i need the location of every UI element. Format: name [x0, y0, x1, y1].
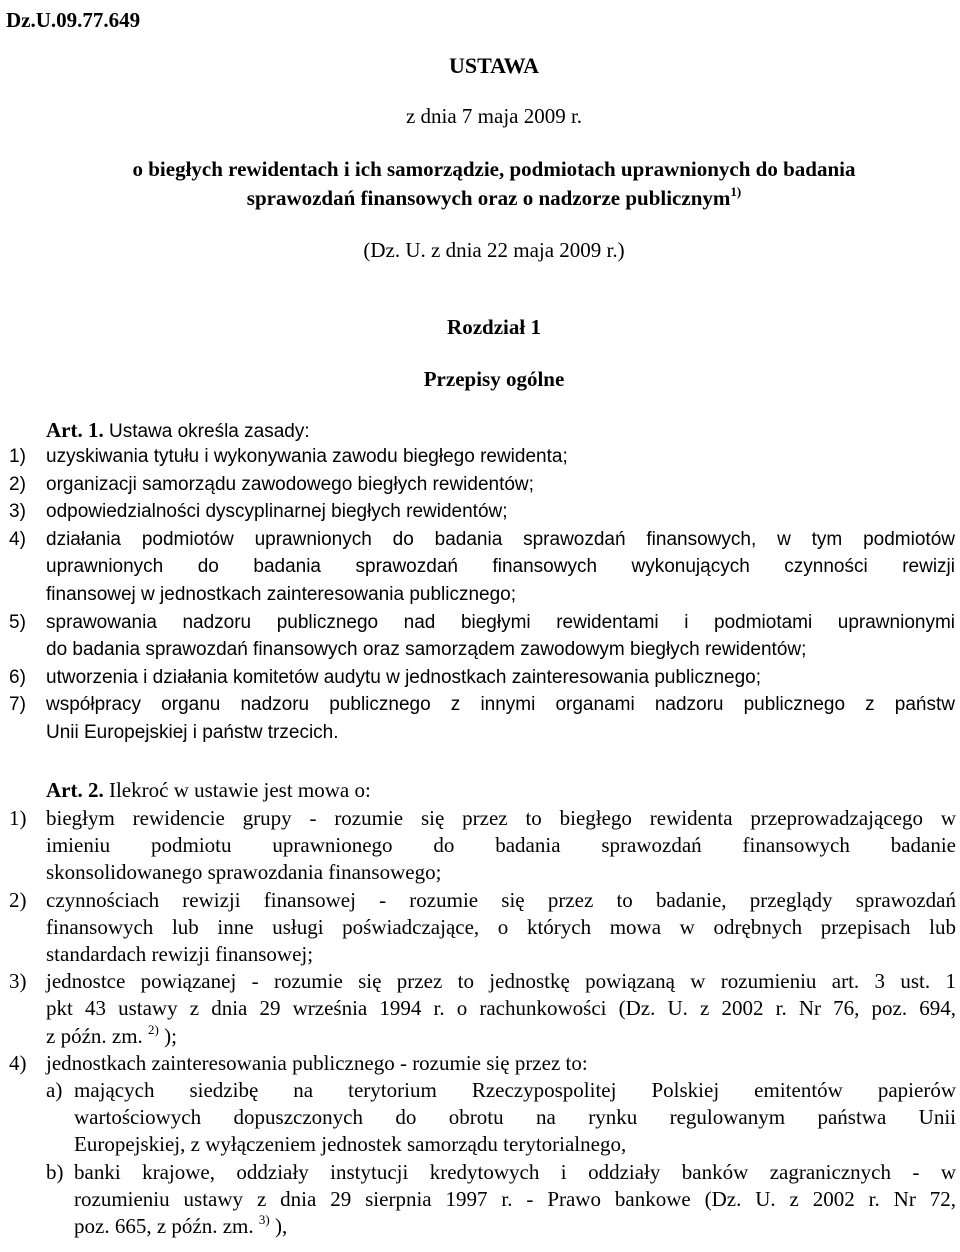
article-2-item-2-line: standardach rewizji finansowej; [46, 942, 314, 966]
article-2-subitem-b-text: ), [269, 1214, 288, 1238]
article-2-subitem-a-number: a) [46, 1078, 63, 1102]
article-2-item-3-line: pkt 43 ustawy z dnia 29 września 1994 r. o rachunkowości (Dz. U. z 2002 r. Nr 76, poz. 694, [46, 996, 956, 1021]
document-reference: Dz.U.09.77.649 [6, 8, 141, 32]
article-2-item-3-text: z późn. zm. [46, 1023, 149, 1048]
article-2-item-2-number: 2) [9, 887, 27, 912]
article-2-item-3-line [46, 1021, 177, 1049]
chapter-number: Rozdział 1 [447, 315, 541, 339]
article-2-subitem-a-line: mających siedzibę na terytorium Rzeczypospolitej Polskiej emitentów papierów [74, 1078, 956, 1102]
article-1-item-line: finansowej w jednostkach zainteresowania publicznego; [46, 584, 517, 605]
article-2-intro: Ilekroć w ustawie jest mowa o: [108, 778, 371, 802]
article-2-item-1-line: skonsolidowanego sprawozdania finansowego; [46, 860, 442, 885]
article-1-item-number: 2) [9, 473, 26, 495]
article-2-subitem-b-number: b) [46, 1159, 64, 1184]
article-2-item-1-line: biegłym rewidencie grupy - rozumie się przez to biegłego rewidenta przeprowadzającego w [46, 806, 956, 830]
article-2-item-3-line: jednostce powiązanej - rozumie się przez to jednostkę powiązaną w rozumieniu art. 3 ust. 1 [46, 969, 956, 994]
article-1-item-number: 4) [9, 528, 26, 550]
article-2-item-3-text: ); [158, 1023, 177, 1048]
act-subject-text: sprawozdań finansowych oraz o nadzorze publicznym [246, 186, 731, 210]
act-date: z dnia 7 maja 2009 r. [405, 104, 583, 128]
article-1-heading [46, 418, 310, 443]
article-2-item-4-line: jednostkach zainteresowania publicznego - rozumie się przez to: [46, 1050, 588, 1075]
article-1-item-number: 1) [9, 446, 26, 467]
article-2-heading [46, 778, 371, 803]
article-2-subitem-a-line: Europejskiej, z wyłączeniem jednostek samorządu terytorialnego, [74, 1132, 627, 1157]
article-2-subitem-b-line: banki krajowe, oddziały instytucji kredytowych i oddziały banków zagranicznych - w [74, 1159, 956, 1184]
article-1-item-line: działania podmiotów uprawnionych do badania sprawozdań finansowych, w tym podmiotów [46, 528, 955, 550]
chapter-title: Przepisy ogólne [423, 367, 565, 391]
article-2-subitem-b-text: poz. 665, z późn. zm. [74, 1214, 259, 1238]
article-1-item-line: Unii Europejskiej i państw trzecich. [46, 722, 339, 743]
article-2-item-1-line: imieniu podmiotu uprawnionego do badania sprawozdań finansowych badanie [46, 833, 956, 858]
article-2-item-1-number: 1) [9, 806, 27, 830]
article-2-item-3-number: 3) [9, 969, 27, 994]
article-1-item-line: utworzenia i działania komitetów audytu w jednostkach zainteresowania publicznego; [46, 666, 762, 688]
article-2-subitem-b-line [74, 1214, 287, 1239]
article-1-item-line: współpracy organu nadzoru publicznego z innymi organami nadzoru publicznego z państw [46, 694, 955, 716]
article-1-item-line: do badania sprawozdań finansowych oraz samorządem zawodowym biegłych rewidentów; [46, 639, 807, 661]
article-1-item-line: organizacji samorządu zawodowego biegłych rewidentów; [46, 473, 534, 495]
article-1-item-number: 7) [9, 694, 26, 716]
article-1-label: Art. 1. [46, 418, 104, 442]
article-2-subitem-a-line: wartościowych dopuszczonych do obrotu na rynku regulowanym państwa Unii [74, 1105, 956, 1130]
footnote-marker: 2) [148, 1021, 159, 1037]
footnote-marker: 3) [258, 1212, 270, 1227]
article-1-item-line: odpowiedzialności dyscyplinarnej biegłych rewidentów; [46, 501, 508, 523]
act-subject-line-1: o biegłych rewidentach i ich samorządzie, podmiotach uprawnionych do badania [132, 157, 856, 181]
act-subject-line-2 [14, 186, 960, 211]
footnote-marker: 1) [730, 184, 742, 199]
article-1-item-line: uprawnionych do badania sprawozdań finansowych wykonujących czynności rewizji [46, 556, 955, 578]
article-1-item-line: uzyskiwania tytułu i wykonywania zawodu biegłego rewidenta; [46, 446, 568, 467]
article-1-intro: Ustawa określa zasady: [108, 421, 310, 442]
article-2-item-2-line: czynnościach rewizji finansowej - rozumie się przez to badanie, przeglądy sprawozdań [46, 887, 956, 912]
act-title: USTAWA [448, 53, 540, 78]
article-1-item-number: 6) [9, 666, 26, 688]
article-2-subitem-b-line: rozumieniu ustawy z dnia 29 sierpnia 1997 r. - Prawo bankowe (Dz. U. z 2002 r. Nr 72, [74, 1186, 956, 1211]
publication-reference: (Dz. U. z dnia 22 maja 2009 r.) [363, 238, 625, 262]
article-1-item-number: 5) [9, 611, 26, 633]
article-1-item-number: 3) [9, 501, 26, 523]
article-1-item-line: sprawowania nadzoru publicznego nad biegłymi rewidentami i podmiotami uprawnionymi [46, 611, 955, 633]
article-2-item-2-line: finansowych lub inne usługi poświadczające, o których mowa w odrębnych przepisach lub [46, 914, 956, 939]
article-2-label: Art. 2. [46, 778, 104, 802]
article-2-item-4-number: 4) [9, 1050, 27, 1075]
